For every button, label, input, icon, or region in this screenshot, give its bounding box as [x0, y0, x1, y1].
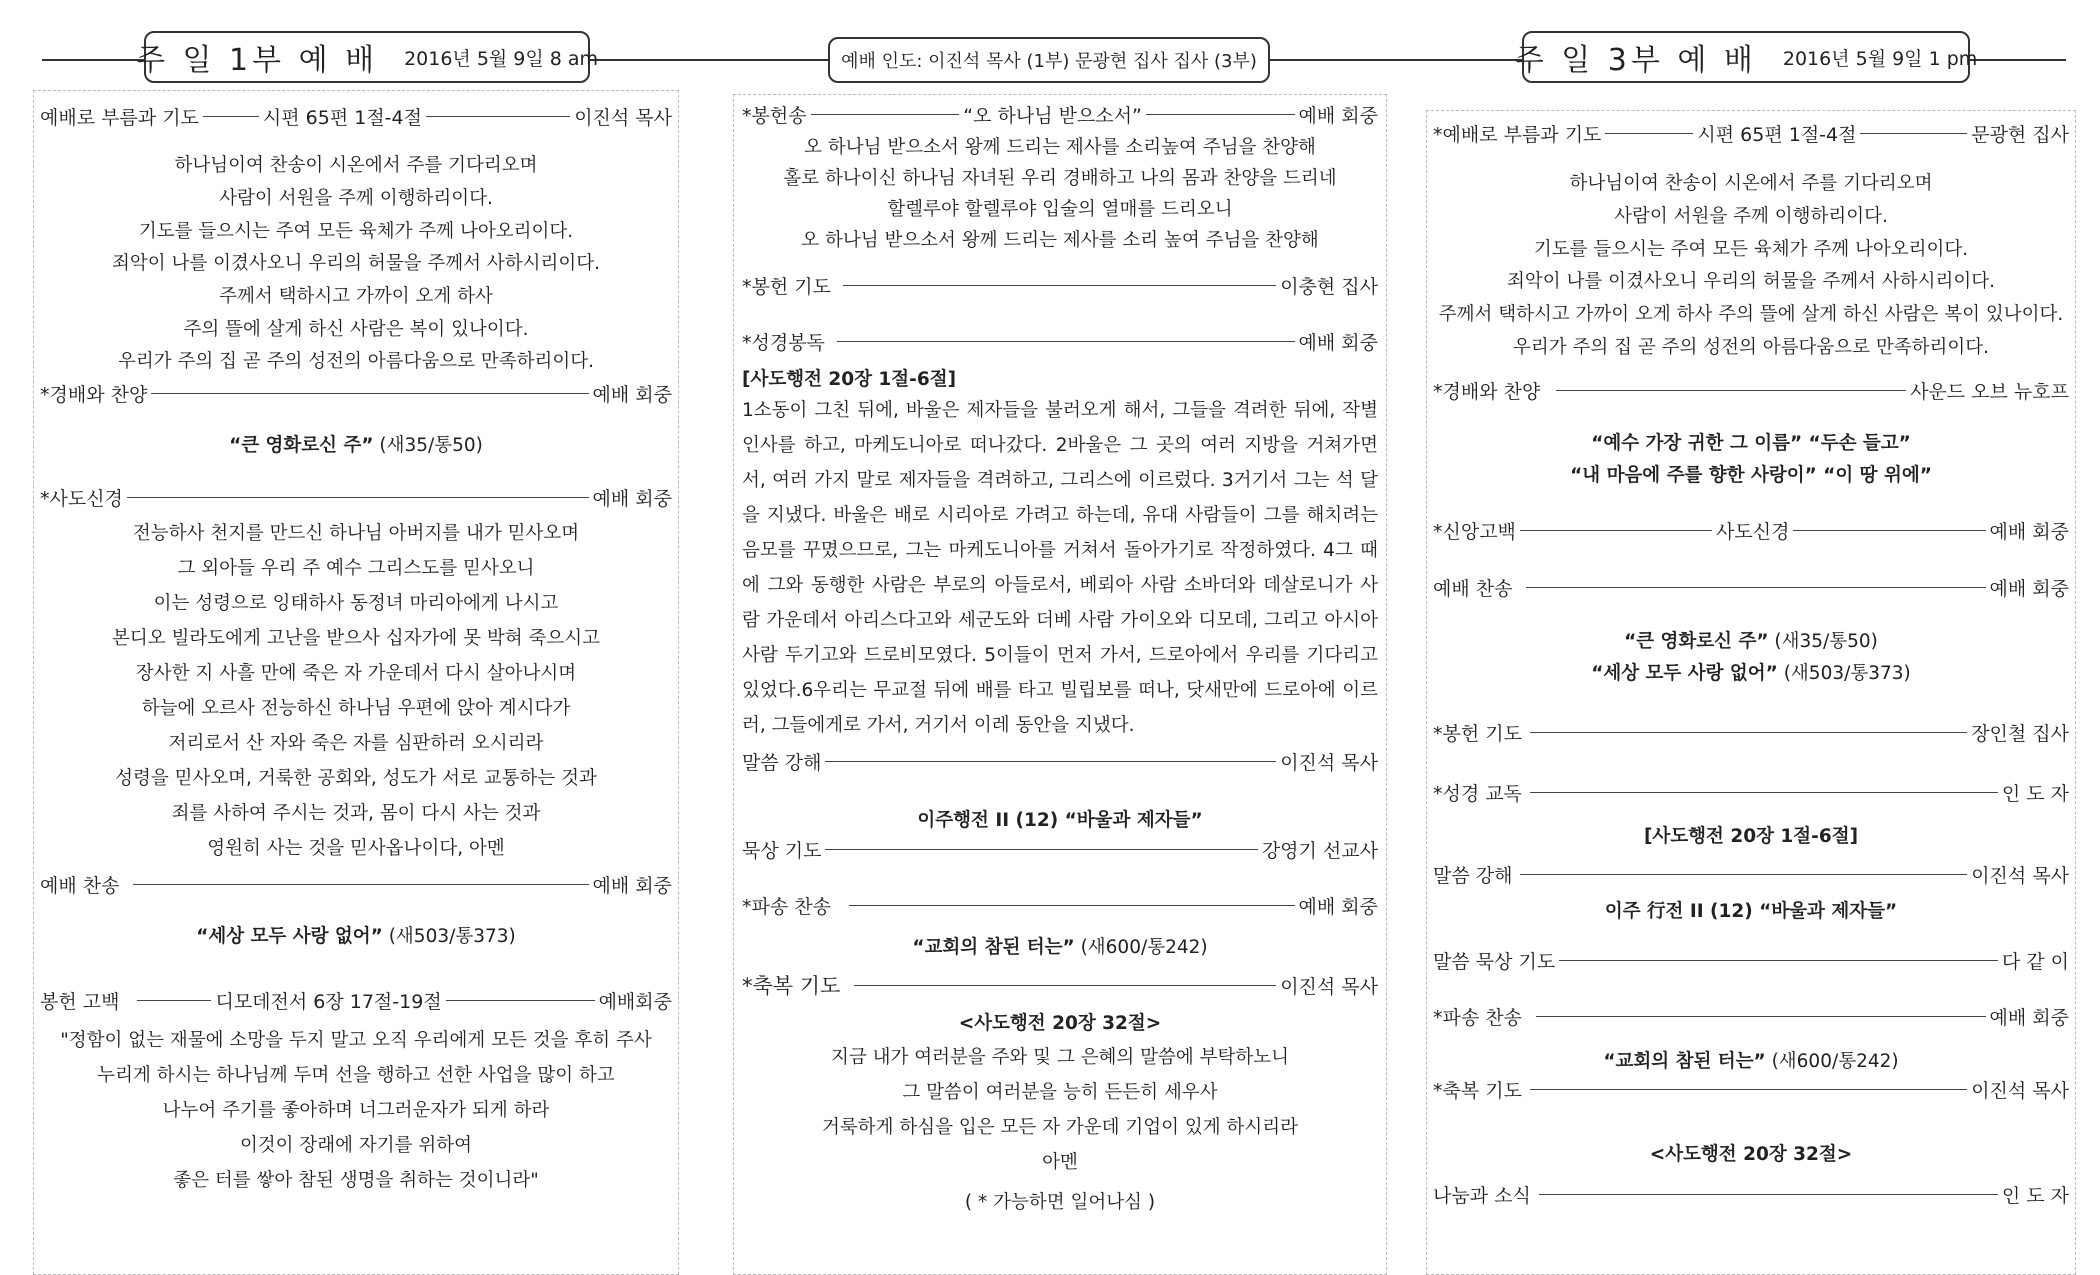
- meditation-prayer-leader: 다 같 이: [2001, 950, 2069, 973]
- sending-hymn-label: *파송 찬송: [742, 895, 831, 918]
- header-rule-left: [42, 59, 146, 61]
- column-service-3: [1426, 110, 2076, 1275]
- worship-hymn-row: [34, 867, 678, 901]
- hymn-1-number: (새35/통50): [1774, 631, 1878, 652]
- praise-songs-2: “내 마음에 주를 향한 사랑이” “이 땅 위에”: [1570, 465, 1932, 486]
- service-1-title-box: [135, 31, 599, 83]
- offering-confession-passage: 디모데전서 6장 17절-19절: [215, 990, 442, 1013]
- timothy-line: 이것이 장래에 자기를 위하여: [239, 1135, 473, 1156]
- benediction-label: *축복 기도: [742, 974, 841, 998]
- sending-hymn-title: “교회의 참된 터는”: [1603, 1051, 1766, 1072]
- call-to-worship-row: [1427, 116, 2075, 150]
- sending-hymn-label: *파송 찬송: [1433, 1006, 1522, 1029]
- scripture-body: 1소동이 그친 뒤에, 바울은 제자들을 불러오게 해서, 그들을 격려한 뒤에, 작별 인사를 하고, 마케도니아로 떠나갔다. 2바울은 그 곳의 여러 지방을 거쳐가면서, 여러 가지 말로 제자들을 격려하고, 그리스에 이르렀다. 3거기서 그는 석 달을 지냈다. 바울은 배로 시리아로 가려고 하는데, 유대 사람들이 그를 해치려는 음모를 꾸몄으므로, 그는 마케도니아를 거쳐서 돌아가기로 작정하였다. 4그 때에 그와 동행한 사람은 부로의 아들로서, 베뢰아 사람 소바더와 데살로니가 사람 가운데서 아리스다고와 세군도와 더베 사람 가이오와 디모데, 그리고 아시아 사람 두기고와 드로비모였다. 5이들이 먼저 가서, 드로아에서 우리를 기다리고 있었다.6우리는 무교절 뒤에 배를 타고 빌립보를 떠나, 닷새만에 드로아에 이르러, 그들에게로 가서, 거기서 이레 동안을 지냈다.: [742, 400, 1378, 736]
- benediction-line: 지금 내가 여러분을 주와 및 그 은혜의 말씀에 부탁하노니: [830, 1047, 1290, 1068]
- sermon-preacher: 이진석 목사: [1280, 751, 1378, 774]
- psalm-line: 기도를 들으시는 주여 모든 육체가 주께 나아오리이다.: [138, 221, 574, 242]
- responsive-reading-leader: 인 도 자: [2001, 782, 2069, 805]
- announcements-row: [1427, 1177, 2075, 1211]
- scripture-passage: [사도행전 20장 1절-6절]: [742, 369, 957, 390]
- timothy-line: 나누어 주기를 좋아하며 너그러운자가 되게 하라: [162, 1100, 550, 1121]
- call-to-worship-label: 예배로 부름과 기도: [40, 106, 199, 129]
- worship-leaders: 예배 인도: 이진석 목사 (1부) 문광현 집사 집사 (3부): [841, 51, 1257, 72]
- benediction-line: 그 말씀이 여러분을 능히 든든히 세우사: [902, 1082, 1218, 1103]
- announcements-leader: 인 도 자: [2001, 1184, 2069, 1207]
- scripture-reading-label: *성경봉독: [742, 331, 825, 354]
- apostles-creed-row: [34, 480, 678, 514]
- creed-line: 저리로서 산 자와 죽은 자를 심판하러 오시리라: [168, 733, 544, 754]
- psalm-line: 사람이 서원을 주께 이행하리이다.: [1614, 206, 1888, 227]
- service-3-title-box: [1514, 31, 1978, 83]
- sending-hymn: [1427, 1047, 2075, 1073]
- call-to-worship-passage: 시편 65편 1절-4절: [1697, 123, 1857, 146]
- offering-confession-label: 봉헌 고백: [40, 990, 120, 1013]
- creed-line: 성령을 믿사오며, 거룩한 공회와, 성도가 서로 교통하는 것과: [115, 768, 597, 789]
- creed-line: 장사한 지 사흘 만에 죽은 자 가운데서 다시 살아나시며: [135, 663, 577, 684]
- benediction-line: 아멘: [1042, 1152, 1078, 1173]
- song-line: 홀로 하나이신 하나님 자녀된 우리 경배하고 나의 몸과 찬양을 드리네: [783, 168, 1337, 189]
- call-to-worship-leader: 이진석 목사: [574, 106, 672, 129]
- offering-confession-leader: 예배회중: [598, 990, 672, 1013]
- offering-prayer-label: *봉헌 기도: [742, 275, 831, 298]
- call-to-worship-leader: 문광현 집사: [1971, 123, 2069, 146]
- standing-note: ( * 가능하면 일어나심 ): [964, 1192, 1156, 1213]
- call-to-worship-label: *예배로 부름과 기도: [1433, 123, 1602, 146]
- offering-prayer-leader: 장인철 집사: [1971, 722, 2069, 745]
- hymn-2: [1427, 659, 2075, 685]
- creed-line: 전능하사 천지를 만드신 하나님 아버지를 내가 믿사오며: [132, 523, 580, 544]
- hymn-1-number: (새35/통50): [379, 435, 483, 456]
- psalm-line: 사람이 서원을 주께 이행하리이다.: [219, 188, 493, 209]
- benediction-leader: 이진석 목사: [1971, 1079, 2069, 1102]
- psalm-line: 주의 뜰에 살게 하신 사람은 복이 있나이다.: [183, 319, 529, 340]
- song-line: 오 하나님 받으소서 왕께 드리는 제사를 소리 높여 주님을 찬양해: [801, 230, 1319, 251]
- sermon-label: 말씀 강해: [1433, 864, 1513, 887]
- psalm-line: 하나님이여 찬송이 시온에서 주를 기다리오며: [174, 155, 538, 176]
- meditation-prayer-row: [1427, 943, 2075, 977]
- header-rule-right: [1968, 59, 2066, 61]
- offering-prayer-row: [1427, 715, 2075, 749]
- responsive-reading-row: [1427, 775, 2075, 809]
- scripture-reading-leader: 예배 회중: [1298, 331, 1378, 354]
- timothy-line: 누리게 하시는 하나님께 두며 선을 행하고 선한 사업을 많이 하고: [97, 1065, 615, 1086]
- timothy-line: 좋은 터를 쌓아 참된 생명을 취하는 것이니라": [173, 1170, 539, 1191]
- psalm-line: 우리가 주의 집 곧 주의 성전의 아름다움으로 만족하리이다.: [118, 351, 594, 372]
- confession-of-faith-leader: 예배 회중: [1989, 520, 2069, 543]
- benediction-passage: <사도행전 20장 32절>: [958, 1013, 1162, 1034]
- offering-song-leader: 예배 회중: [1298, 104, 1379, 127]
- benediction-label: *축복 기도: [1433, 1079, 1522, 1102]
- scripture-reading-row: [734, 324, 1386, 358]
- sending-hymn: [734, 933, 1386, 959]
- header-rule-mid-right: [1268, 59, 1524, 61]
- sending-hymn-row: [1427, 999, 2075, 1033]
- header-rule-mid-left: [588, 59, 828, 61]
- offering-confession-row: [34, 983, 678, 1017]
- psalm-line: 죄악이 나를 이겼사오니 우리의 허물을 주께서 사하시리이다.: [1507, 271, 1995, 292]
- praise-worship-row: [34, 376, 678, 410]
- hymn-1: [1427, 627, 2075, 653]
- worship-hymn-leader: 예배 회중: [592, 874, 672, 897]
- psalm-line: 하나님이여 찬송이 시온에서 주를 기다리오며: [1569, 173, 1933, 194]
- song-line: 할렐루야 할렐루야 입술의 열매를 드리오니: [887, 199, 1233, 220]
- song-line: 오 하나님 받으소서 왕께 드리는 제사를 소리높여 주님을 찬양해: [804, 137, 1316, 158]
- creed-line: 본디오 빌라도에게 고난을 받으사 십자가에 못 박혀 죽으시고: [112, 628, 600, 649]
- hymn-2-title: “세상 모두 사랑 없어”: [196, 926, 383, 947]
- benediction-row: [734, 968, 1386, 1002]
- announcements-label: 나눔과 소식: [1433, 1184, 1531, 1207]
- call-to-worship-passage: 시편 65편 1절-4절: [262, 106, 422, 129]
- meditation-prayer-label: 묵상 기도: [742, 839, 822, 862]
- praise-songs-1: “예수 가장 귀한 그 이름” “두손 들고”: [1591, 433, 1911, 454]
- column-service-1: [33, 90, 679, 1275]
- hymn-2-number: (새503/통373): [388, 926, 516, 947]
- creed-line: 이는 성령으로 잉태하사 동정녀 마리아에게 나시고: [153, 593, 559, 614]
- sermon-row: [734, 744, 1386, 778]
- scripture-passage: [사도행전 20장 1절-6절]: [1643, 826, 1859, 847]
- psalm-line: 우리가 주의 집 곧 주의 성전의 아름다움으로 만족하리이다.: [1513, 337, 1989, 358]
- hymn-2-number: (새503/통373): [1783, 663, 1911, 684]
- hymn-1-title: “큰 영화로신 주”: [1624, 631, 1769, 652]
- psalm-line: 주께서 택하시고 가까이 오게 하사 주의 뜰에 살게 하신 사람은 복이 있나이다.: [1438, 304, 2064, 325]
- sermon-preacher: 이진석 목사: [1971, 864, 2069, 887]
- hymn-2-title: “세상 모두 사랑 없어”: [1591, 663, 1778, 684]
- offering-prayer-label: *봉헌 기도: [1433, 722, 1522, 745]
- meditation-prayer-row: [734, 832, 1386, 866]
- service-3-date: 2016년 5월 9일 1 pm: [1782, 47, 1978, 70]
- worship-hymn-leader: 예배 회중: [1989, 577, 2069, 600]
- creed-line: 죄를 사하여 주시는 것과, 몸이 다시 사는 것과: [171, 803, 541, 824]
- service-3-title: 주 일 3부 예 배: [1514, 43, 1757, 78]
- apostles-creed-leader: 예배 회중: [592, 487, 672, 510]
- sending-hymn-leader: 예배 회중: [1298, 895, 1378, 918]
- psalm-line: 죄악이 나를 이겼사오니 우리의 허물을 주께서 사하시리이다.: [112, 253, 600, 274]
- meditation-prayer-leader: 강영기 선교사: [1261, 839, 1378, 862]
- hymn-1-title: “큰 영화로신 주”: [229, 435, 374, 456]
- sermon-label: 말씀 강해: [742, 751, 822, 774]
- worship-hymn-label: 예배 찬송: [1433, 577, 1513, 600]
- offering-prayer-leader: 이충현 집사: [1280, 275, 1378, 298]
- worship-leader-box: [828, 37, 1270, 83]
- call-to-worship-row: [34, 99, 678, 133]
- hymn-1: [34, 431, 678, 457]
- praise-worship-row: [1427, 373, 2075, 407]
- sending-hymn-leader: 예배 회중: [1989, 1006, 2069, 1029]
- benediction-leader: 이진석 목사: [1280, 975, 1378, 998]
- praise-worship-label: *경배와 찬양: [1433, 380, 1541, 403]
- praise-worship-label: *경배와 찬양: [40, 383, 148, 406]
- sermon-row: [1427, 857, 2075, 891]
- creed-line: 하늘에 오르사 전능하신 하나님 우편에 앉아 계시다가: [141, 698, 571, 719]
- benediction-row: [1427, 1072, 2075, 1106]
- benediction-line: 거룩하게 하심을 입은 모든 자 가운데 기업이 있게 하시리라: [822, 1117, 1298, 1138]
- hymn-2: [34, 922, 678, 948]
- praise-worship-leader: 예배 회중: [592, 383, 672, 406]
- creed-line: 그 외아들 우리 주 예수 그리스도를 믿사오니: [177, 558, 535, 579]
- confession-of-faith-text: 사도신경: [1716, 520, 1790, 543]
- responsive-reading-label: *성경 교독: [1433, 782, 1522, 805]
- sermon-title: 이주 行전 II (12) “바울과 제자들”: [1604, 901, 1898, 922]
- service-1-date: 2016년 5월 9일 8 am: [404, 47, 599, 70]
- sending-hymn-row: [734, 888, 1386, 922]
- sending-hymn-title: “교회의 참된 터는”: [912, 937, 1075, 958]
- worship-hymn-row: [1427, 570, 2075, 604]
- praise-worship-leader: 사운드 오브 뉴호프: [1910, 380, 2069, 403]
- sermon-title: 이주행전 II (12) “바울과 제자들”: [917, 810, 1203, 831]
- sending-hymn-number: (새600/통242): [1771, 1051, 1899, 1072]
- sending-hymn-number: (새600/통242): [1080, 937, 1208, 958]
- confession-of-faith-row: [1427, 513, 2075, 547]
- column-middle: [733, 94, 1387, 1275]
- worship-hymn-label: 예배 찬송: [40, 874, 120, 897]
- offering-prayer-row: [734, 268, 1386, 302]
- offering-song-label: *봉헌송: [742, 104, 807, 127]
- service-1-title: 주 일 1부 예 배: [135, 43, 379, 78]
- timothy-line: "정함이 없는 재물에 소망을 두지 말고 오직 우리에게 모든 것을 후히 주사: [60, 1030, 652, 1051]
- offering-song-title: “오 하나님 받으소서”: [963, 104, 1142, 127]
- benediction-passage: <사도행전 20장 32절>: [1649, 1144, 1853, 1165]
- meditation-prayer-label: 말씀 묵상 기도: [1433, 950, 1556, 973]
- apostles-creed-label: *사도신경: [40, 487, 123, 510]
- offering-song-row: [734, 97, 1386, 131]
- psalm-line: 주께서 택하시고 가까이 오게 하사: [219, 286, 493, 307]
- psalm-line: 기도를 들으시는 주여 모든 육체가 주께 나아오리이다.: [1533, 239, 1969, 260]
- creed-line: 영원히 사는 것을 믿사옵나이다, 아멘: [207, 838, 505, 859]
- confession-of-faith-label: *신앙고백: [1433, 520, 1516, 543]
